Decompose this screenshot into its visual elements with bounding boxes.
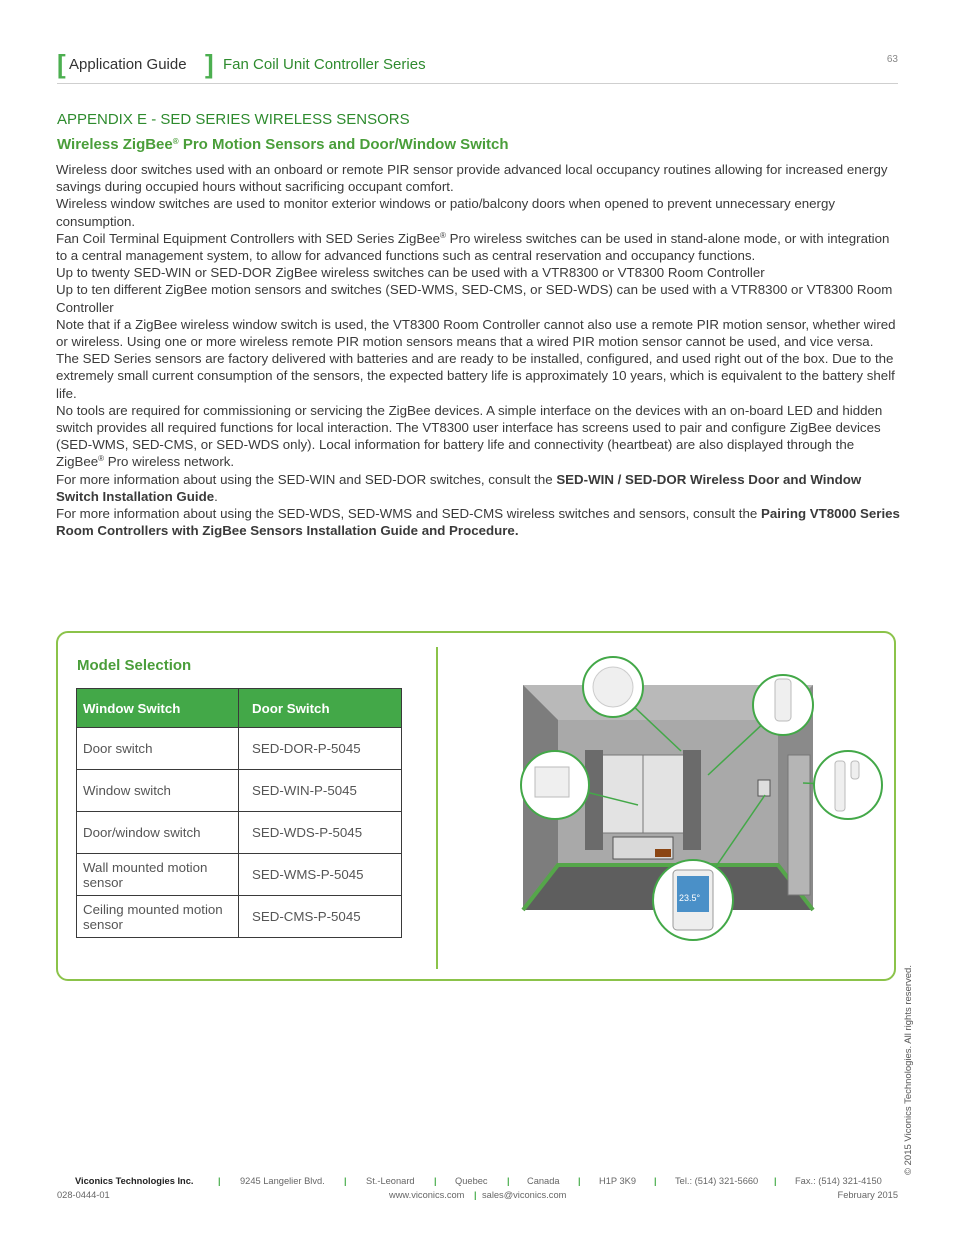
bracket-right: ] [205,49,214,79]
model-description: Wall mounted motion sensor [77,854,239,896]
table-row [77,770,402,812]
page-footer [57,1176,898,1204]
doc-reference: Pairing VT8000 Series Room Controllers with ZigBee Sensors Installation Guide and Procedure. [56,506,900,539]
door-switch-callout [814,751,882,819]
footer-doc-number: 028-0444-01 [57,1190,110,1200]
model-number: SED-WDS-P-5045 [239,812,402,854]
curtain-left [585,750,603,850]
wall-thermostat [758,780,770,796]
copyright-notice: © 2015 Viconics Technologies. All rights reserved. [903,965,914,1175]
doc-reference: SED-WIN / SED-DOR Wireless Door and Window Switch Installation Guide [56,471,862,504]
section-subtitle: Wireless ZigBee® Pro Motion Sensors and Door/Window Switch [57,136,509,153]
model-number: SED-CMS-P-5045 [239,896,402,938]
door-magnet-icon [851,761,859,779]
ceiling-sensor-icon [593,667,633,707]
model-description: Window switch [77,770,239,812]
fan-coil-detail [655,849,671,857]
footer-separator: | [654,1176,657,1186]
wall-sensor-icon [775,679,791,721]
model-number: SED-WIN-P-5045 [239,770,402,812]
header-series-title: Fan Coil Unit Controller Series [223,56,426,73]
paragraph: Up to twenty SED-WIN or SED-DOR ZigBee wireless switches can be used with a VTR8300 or VT8300 Room Controller [56,265,765,281]
door-switch-icon [835,761,845,811]
footer-separator: | [434,1176,437,1186]
table-row [77,728,402,770]
footer-email[interactable]: sales@viconics.com [482,1190,567,1200]
header-app-title: Application Guide [69,56,187,73]
footer-city: St.-Leonard [366,1176,415,1186]
model-number: SED-DOR-P-5045 [239,728,402,770]
footer-separator: | [774,1176,777,1186]
footer-province: Quebec [455,1176,488,1186]
paragraph: No tools are required for commissioning or servicing the ZigBee devices. A simple interface on the devices with an on-board LED and hidden switch provides all required functions for local interaction. The VT8300 user interface has screens used to pair and configure ZigBee devices (SED-WMS, SED-CMS, or SED-WDS only). Local information for battery life and connectivity (heartbeat) are also displayed through the ZigBee® Pro wireless network. [56,402,883,470]
footer-separator: | [578,1176,581,1186]
footer-separator: | [218,1176,221,1186]
column-header: Window Switch [77,689,239,728]
paragraph: For more information about using the SED-WIN and SED-DOR switches, consult the SED-WIN / SED-DOR Wireless Door and Window Switch Installation Guide. [56,471,862,504]
paragraph: Up to ten different ZigBee motion sensors and switches (SED-WMS, SED-CMS, or SED-WDS) can be used with a VTR8300 or VT8300 Room Controller [56,282,893,315]
footer-separator: | [344,1176,347,1186]
appendix-title: APPENDIX E - SED SERIES WIRELESS SENSORS [57,111,410,128]
footer-separator: | [474,1190,477,1200]
footer-company: Viconics Technologies Inc. [75,1176,194,1186]
footer-date: February 2015 [837,1190,898,1200]
model-selection-title: Model Selection [77,657,192,674]
model-description: Door switch [77,728,239,770]
model-description: Ceiling mounted motion sensor [77,896,239,938]
page-number: 63 [886,54,898,65]
model-number: SED-WMS-P-5045 [239,854,402,896]
door [788,755,810,895]
footer-tel: Tel.: (514) 321-5660 [675,1176,759,1186]
paragraph: For more information about using the SED-WDS, SED-WMS and SED-CMS wireless switches and sensors, consult the Pairing VT8000 Series Room Controllers with ZigBee Sensors Installation Guide and Procedure. [56,506,900,539]
footer-country: Canada [527,1176,560,1186]
panel-divider [436,647,438,969]
footer-fax: Fax.: (514) 321-4150 [795,1176,882,1186]
page-header [57,50,898,84]
footer-postal: H1P 3K9 [599,1176,637,1186]
table-row [77,896,402,938]
model-description: Door/window switch [77,812,239,854]
paragraph: Wireless window switches are used to monitor exterior windows or patio/balcony doors when opened to prevent unnecessary energy consumption. [56,196,836,229]
model-table [76,688,402,938]
footer-website[interactable]: www.viconics.com [389,1190,465,1200]
footer-address: 9245 Langelier Blvd. [240,1176,325,1186]
bracket-left: [ [57,49,66,79]
body-text [56,161,902,539]
column-header: Door Switch [239,689,402,728]
model-selection-panel [56,631,896,981]
paragraph: Note that if a ZigBee wireless window switch is used, the VT8300 Room Controller cannot also use a remote PIR motion sensor, whether wired or wireless. Using one or more wireless remote PIR motion sensors means that a wired PIR motion sensor cannot be used, and vice versa. [56,316,896,350]
table-row [77,854,402,896]
table-header-row [77,689,402,728]
curtain-right [683,750,701,850]
footer-separator: | [507,1176,510,1186]
paragraph: Wireless door switches used with an onboard or remote PIR sensor provide advanced local occupancy routines allowing for increased energy savings during occupied hours without sacrificing occupant comfort. [56,162,888,195]
paragraph: The SED Series sensors are factory delivered with batteries and are ready to be installed, configured, and used right out of the box. Due to the extremely small current consumption of the sensors, the expected battery life is approximately 10 years, which is equivalent to the battery shelf life. [56,351,895,401]
paragraph: Fan Coil Terminal Equipment Controllers with SED Series ZigBee® Pro wireless switches can be used in stand-alone mode, or with integration to a central management system, to allow for advanced functions such as central reservation and occupancy functions. [56,230,890,264]
room-illustration [463,655,883,955]
table-row [77,812,402,854]
window-switch-icon [535,767,569,797]
thermostat-temperature: 23.5° [679,893,701,903]
